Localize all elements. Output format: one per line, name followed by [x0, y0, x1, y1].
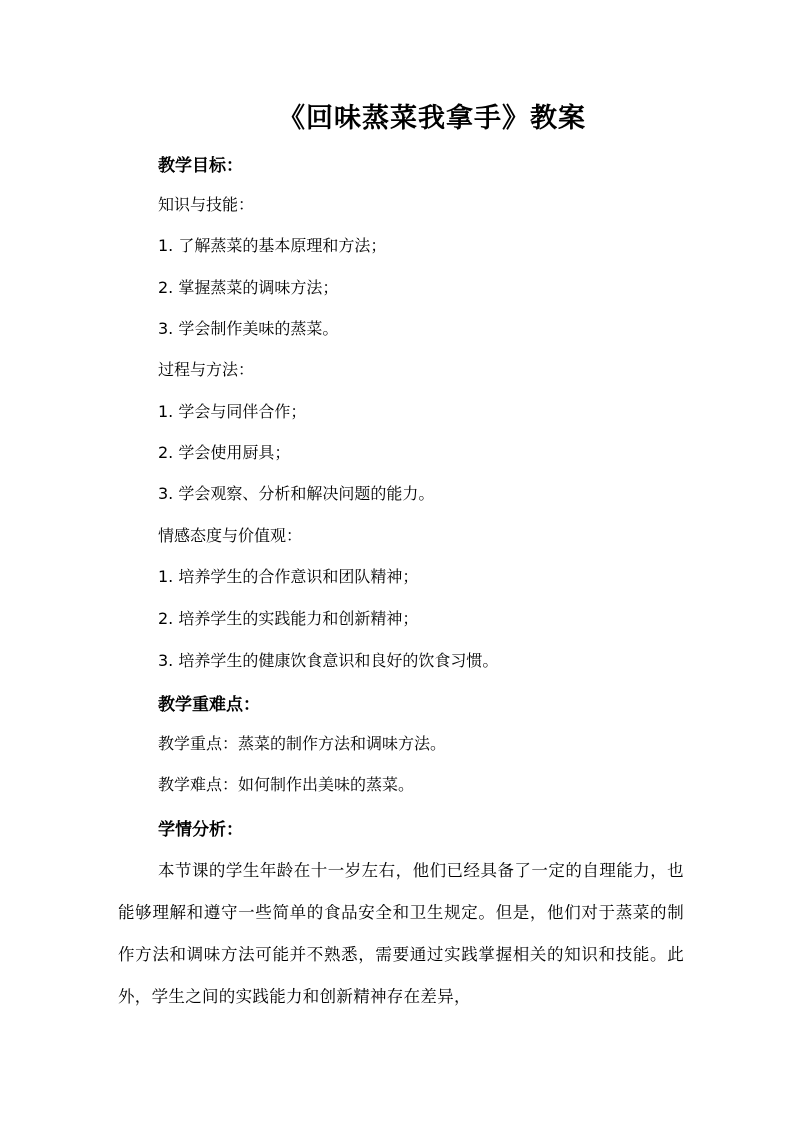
list-item: 3. 学会制作美味的蒸菜。: [158, 319, 339, 338]
list-item: 1. 培养学生的合作意识和团队精神；: [158, 567, 419, 586]
document-title: 《回味蒸菜我拿手》教案: [278, 103, 586, 134]
key-point-focus: 教学重点：蒸菜的制作方法和调味方法。: [158, 734, 447, 753]
list-item: 1. 学会与同伴合作；: [158, 402, 307, 421]
section-heading-goals: 教学目标：: [158, 156, 243, 176]
analysis-paragraph: 本节课的学生年龄在十一岁左右，他们已经具备了一定的自理能力，也能够理解和遵守一些简单的食品安全和卫生规定。但是，他们对于蒸菜的制作方法和调味方法可能并不熟悉，需要通过实践掌握相关的知识和技能。此外，学生之间的实践能力和创新精神存在差异，: [118, 861, 684, 1006]
list-item: 2. 掌握蒸菜的调味方法；: [158, 278, 339, 297]
list-item: 3. 培养学生的健康饮食意识和良好的饮食习惯。: [158, 651, 499, 670]
subsection-label-attitude: 情感态度与价值观：: [158, 526, 303, 545]
section-heading-key-points: 教学重难点：: [158, 695, 260, 715]
subsection-label-knowledge: 知识与技能：: [158, 195, 255, 214]
section-heading-analysis: 学情分析：: [158, 820, 243, 840]
list-item: 2. 学会使用厨具；: [158, 443, 291, 462]
subsection-label-process: 过程与方法：: [158, 360, 255, 379]
list-item: 2. 培养学生的实践能力和创新精神；: [158, 609, 419, 628]
key-point-difficulty: 教学难点：如何制作出美味的蒸菜。: [158, 775, 415, 794]
list-item: 1. 了解蒸菜的基本原理和方法；: [158, 236, 387, 255]
list-item: 3. 学会观察、分析和解决问题的能力。: [158, 484, 435, 503]
